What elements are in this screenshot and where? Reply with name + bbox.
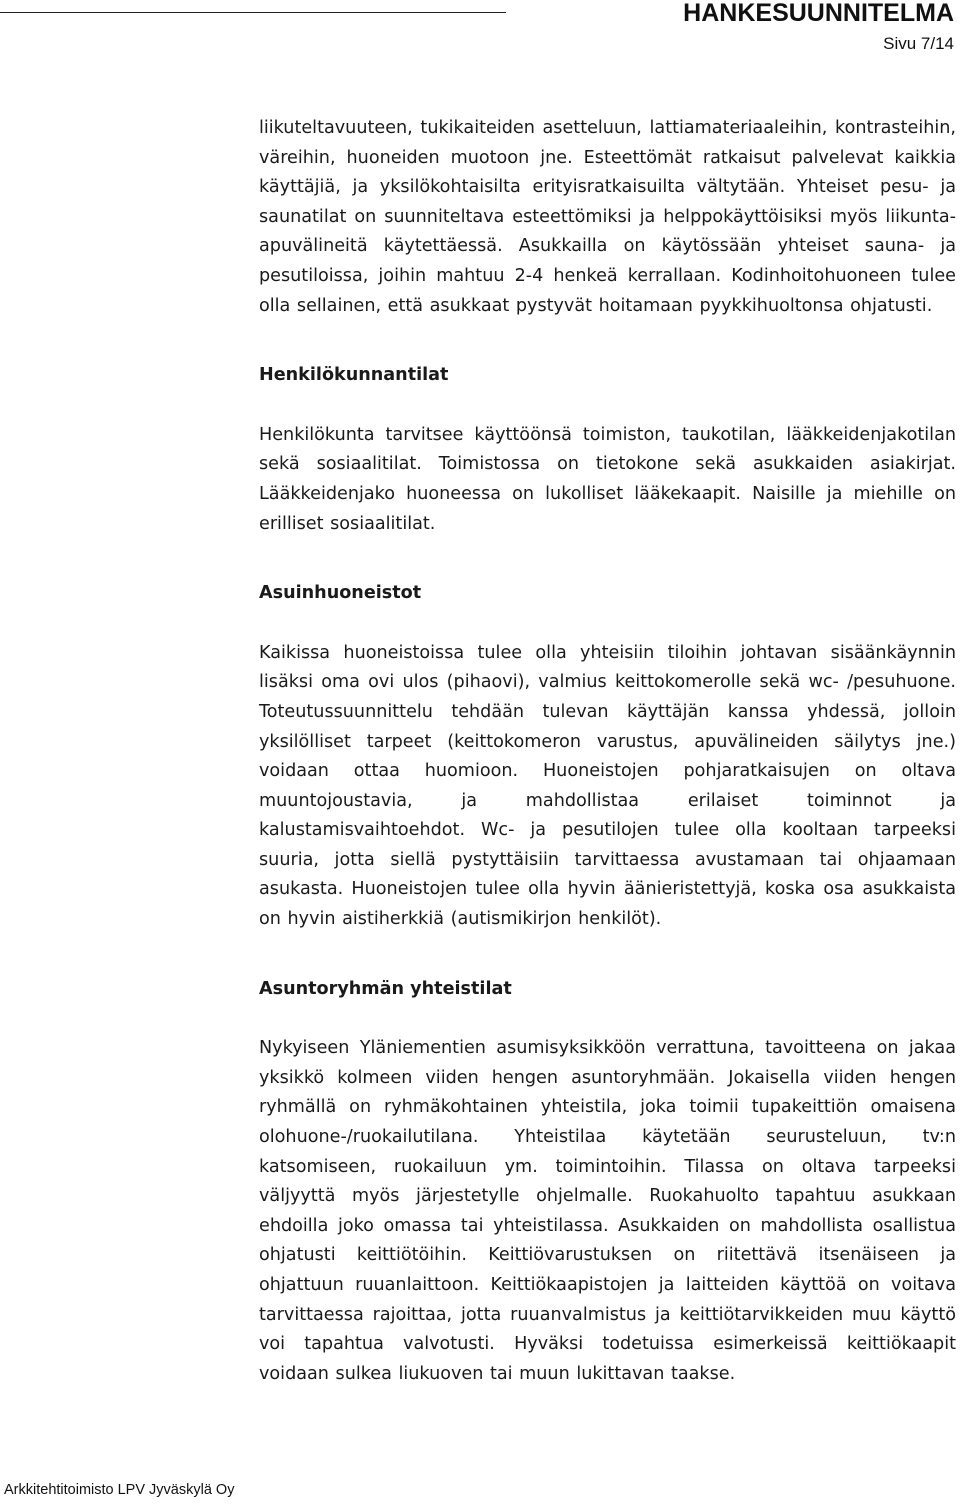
spacer xyxy=(259,1004,956,1034)
section-heading-staff-facilities: Henkilökunnantilat xyxy=(259,365,449,386)
spacer xyxy=(259,321,956,361)
section-heading-group-common-areas: Asuntoryhmän yhteistilat xyxy=(259,978,512,999)
spacer xyxy=(259,609,956,639)
section-paragraph-staff-facilities: Henkilökunta tarvitsee käyttöönsä toimiston, taukotilan, lääkkeidenjakotilan sekä sosiaalitilat. Toimistossa on tietokone sekä asukkaiden asiakirjat. Lääkkeidenjako huoneessa on lukolliset lääkekaapit. Naisille ja miehille on erilliset sosiaalitilat. xyxy=(259,424,956,534)
spacer xyxy=(259,391,956,421)
document-title: HANKESUUNNITELMA xyxy=(683,0,954,27)
section-heading-apartments: Asuinhuoneistot xyxy=(259,583,422,604)
footer-company: Arkkitehtitoimisto LPV Jyväskylä Oy xyxy=(4,1482,235,1498)
spacer xyxy=(259,539,956,579)
intro-paragraph: liikuteltavuuteen, tukikaiteiden asetteluun, lattiamateriaaleihin, kontrasteihin, väreihin, huoneiden muotoon jne. Esteettömät ratkaisut palvelevat kaikkia käyttäjiä, ja yksilökohtaisilta erityisratkaisuilta vältytään. Yhteiset pesu- ja saunatilat on suunniteltava esteettömiksi ja helppokäyttöisiksi myös liikunta-apuvälineitä käytettäessä. Asukkailla on käytössään yhteiset sauna- ja pesutiloissa, joihin mahtuu 2-4 henkeä kerrallaan. Kodinhoitohuoneen tulee olla sellainen, että asukkaat pystyvät hoitamaan pyykkihuoltonsa ohjatusti. xyxy=(259,118,956,316)
header-rule xyxy=(0,12,506,13)
document-body xyxy=(259,114,956,1389)
section-paragraph-apartments: Kaikissa huoneistoissa tulee olla yhteisiin tiloihin johtavan sisäänkäynnin lisäksi oma ovi ulos (pihaovi), valmius keittokomerolle sekä wc- /pesuhuone. Toteutussuunnittelu tehdään tulevan käyttäjän kanssa yhdessä, jolloin yksilölliset tarpeet (keittokomeron varustus, apuvälineiden säilytys jne.) voidaan ottaa huomioon. Huoneistojen pohjaratkaisujen on oltava muuntojoustavia, ja mahdollistaa erilaiset toiminnot ja kalustamisvaihtoehdot. Wc- ja pesutilojen tulee olla kooltaan tarpeeksi suuria, jotta siellä pystyttäisiin tarvittaessa avustamaan tai ohjaamaan asukasta. Huoneistojen tulee olla hyvin äänieristettyjä, koska osa asukkaista on hyvin aistiherkkiä (autismikirjon henkilöt). xyxy=(259,642,956,930)
spacer xyxy=(259,935,956,975)
section-paragraph-group-common-areas: Nykyiseen Yläniementien asumisyksikköön verrattuna, tavoitteena on jakaa yksikkö kolmeen viiden hengen asuntoryhmään. Jokaisella viiden hengen ryhmällä on ryhmäkohtainen yhteistila, joka toimii tupakeittiön omaisena olohuone-/ruokailutilana. Yhteistilaa käytetään seurusteluun, tv:n katsomiseen, ruokailuun ym. toimintoihin. Tilassa on oltava tarpeeksi väljyyttä myös järjestetylle ohjelmalle. Ruokahuolto tapahtuu asukkaan ehdoilla joko omassa tai yhteistilassa. Asukkaiden on mahdollista osallistua ohjatusti keittiötöihin. Keittiövarustuksen on riitettävä itsenäiseen ja ohjattuun ruuanlaittoon. Keittiökaapistojen ja laitteiden käyttöä on voitava tarvittaessa rajoittaa, jotta ruuanvalmistus ja keittiötarvikkeiden muu käyttö voi tapahtua valvotusti. Hyväksi todetuissa esimerkeissä keittiökaapit voidaan sulkea liukuoven tai muun lukittavan taakse. xyxy=(259,1038,956,1384)
page-number: Sivu 7/14 xyxy=(883,34,954,53)
